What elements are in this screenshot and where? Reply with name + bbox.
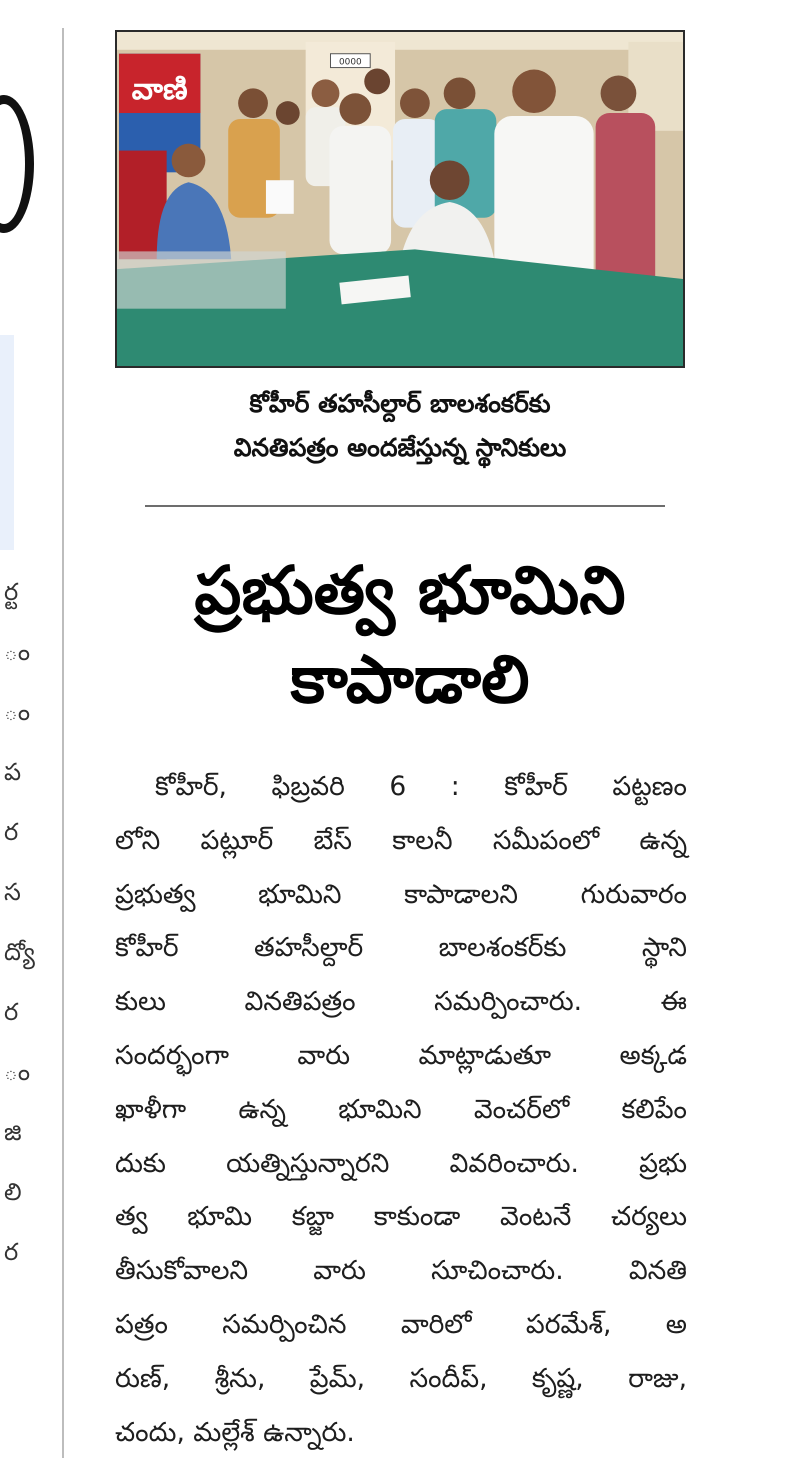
caption-divider: [145, 505, 665, 507]
article-line: రుణ్, శ్రీను, ప్రేమ్, సందీప్, కృష్ణ, రాజు,: [115, 1362, 687, 1394]
photo-letter: [266, 180, 294, 214]
article-body: [115, 760, 687, 1459]
adjacent-column-fragment: [0, 0, 40, 1479]
adjacent-glyph: ం: [4, 638, 31, 666]
article-line: దుకు యత్నిస్తున్నారని వివరించారు. ప్రభు: [115, 1147, 687, 1179]
article-line: త్వ భూమి కబ్జా కాకుండా వెంటనే చర్యలు: [115, 1201, 687, 1233]
article-line: కులు వినతిపత్రం సమర్పించారు. ఈ: [115, 986, 687, 1018]
article-line: ఖాళీగా ఉన్న భూమిని వెంచర్‌లో కలిపేం: [115, 1093, 687, 1125]
photo-person-head: [512, 70, 556, 113]
photo-poster-text: వాణి: [131, 72, 188, 108]
adjacent-glyph: ప: [4, 758, 22, 786]
article-line: లోని పట్లూర్ బేస్ కాలనీ సమీపంలో ఉన్న: [115, 824, 687, 856]
photo-person-white-shirt: [329, 126, 391, 254]
adjacent-glyph: ర: [4, 998, 19, 1026]
article-line: కోహీర్, ఫిబ్రవరి 6 : కోహీర్ పట్టణం: [155, 771, 687, 802]
adjacent-glyph: ం: [4, 698, 31, 726]
photo-ceiling: [117, 32, 683, 50]
adjacent-glyph: స: [4, 878, 21, 906]
article-line: పత్రం సమర్పించిన వారిలో పరమేశ్, అ: [115, 1308, 687, 1340]
news-photo: [115, 30, 685, 368]
adjacent-glyph: ం: [4, 1058, 31, 1086]
adjacent-text-fragment: [4, 572, 34, 1272]
article-line: సందర్భంగా వారు మాట్లాడుతూ అక్కడ: [115, 1039, 687, 1071]
adjacent-glyph: ద్యో: [4, 938, 35, 966]
adjacent-shaded-box: [0, 335, 14, 550]
photo-officer-head: [172, 144, 206, 178]
photo-caption-line: కోహీర్ తహసీల్దార్ బాలశంకర్‌కు: [249, 389, 551, 418]
article-line: కోహీర్ తహసీల్దార్ బాలశంకర్‌కు స్థాని: [115, 932, 687, 964]
column-divider: [62, 28, 64, 1458]
adjacent-glyph: ర: [4, 818, 19, 846]
adjacent-glyph: ర: [4, 1238, 19, 1266]
article-line: చందు, మల్లేశ్ ఉన్నారు.: [115, 1416, 355, 1448]
photo-person-head: [339, 93, 371, 125]
headline-line: కాపాడాలి: [290, 641, 530, 718]
adjacent-glyph: జి: [4, 1118, 22, 1146]
photo-glass-top: [117, 251, 286, 308]
article-line: తీసుకోవాలని వారు సూచించారు. వినతి: [115, 1255, 687, 1287]
photo-seated-head: [430, 160, 470, 200]
adjacent-glyph: ర్ట: [4, 578, 19, 606]
article-line: ప్రభుత్వ భూమిని కాపాడాలని గురువారం: [115, 878, 687, 910]
adjacent-glyph: లి: [4, 1178, 22, 1206]
adjacent-headline-glyph-fragment: [0, 95, 34, 233]
photo-illustration: [117, 32, 683, 366]
photo-door-number: 0000: [338, 57, 362, 68]
photo-caption-line: వినతిపత్రం అందజేస్తున్న స్థానికులు: [233, 433, 567, 462]
headline-line: ప్రభుత్వ భూమిని: [194, 552, 626, 629]
